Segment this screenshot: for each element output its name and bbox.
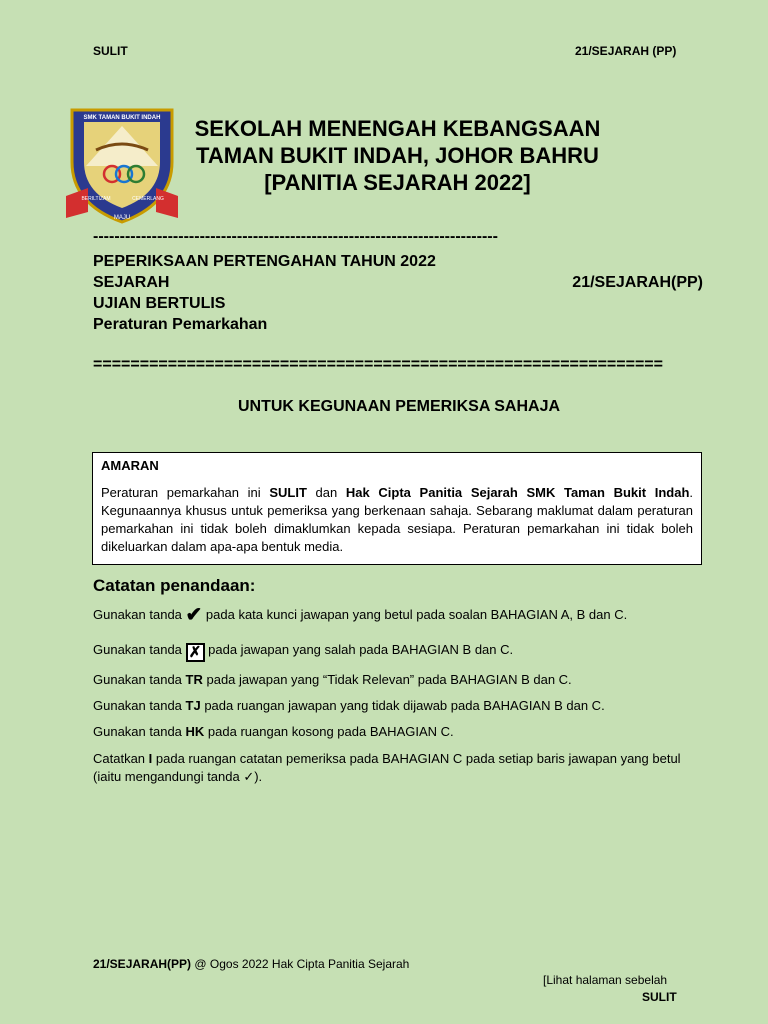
marking-text: pada ruangan catatan pemeriksa pada BAHAGIAN C pada setiap baris jawapan yang betul (iaitu mengandungi tanda ✓). [93, 751, 681, 784]
school-name-line1: SEKOLAH MENENGAH KEBANGSAAN [194, 116, 601, 141]
warning-sulit: SULIT [269, 485, 307, 500]
footer-sulit: SULIT [642, 990, 677, 1004]
marking-line-tick [93, 606, 705, 624]
marking-text: Gunakan tanda [93, 642, 186, 657]
crest-right-text: CEMERLANG [132, 196, 164, 202]
dashed-separator: ---------------------------------------------------------------------------- [93, 228, 498, 245]
exam-code: 21/SEJARAH(PP) [572, 274, 703, 291]
marking-code-hk: HK [185, 724, 205, 739]
footer-copyright-text: @ Ogos 2022 Hak Cipta Panitia Sejarah [191, 957, 410, 971]
marking-line-tj [93, 697, 705, 715]
marking-text: pada jawapan yang salah pada BAHAGIAN B dan C. [204, 642, 514, 657]
warning-box [92, 452, 702, 565]
warning-copyright: Hak Cipta Panitia Sejarah SMK Taman Bukit Indah [345, 485, 690, 500]
marking-text: pada ruangan jawapan yang tidak dijawab pada BAHAGIAN B dan C. [200, 698, 605, 713]
school-name-line2: TAMAN BUKIT INDAH, JOHOR BAHRU [196, 143, 599, 168]
tick-icon: ✔ [185, 604, 203, 626]
examiner-only-heading: UNTUK KEGUNAAN PEMERIKSA SAHAJA [237, 398, 561, 415]
header-code: 21/SEJARAH (PP) [575, 44, 677, 58]
crest-left-text: BERILTIZAM [81, 196, 111, 202]
marking-code-tr: TR [185, 672, 203, 687]
marking-line-tr [93, 671, 705, 689]
double-line-separator: ============================================================= [93, 356, 663, 373]
warning-text-part: dan [306, 485, 346, 500]
marking-text: Gunakan tanda [93, 607, 186, 622]
marking-text: Gunakan tanda [93, 724, 186, 739]
footer-copyright [93, 957, 409, 971]
footer-code: 21/SEJARAH(PP) [93, 957, 192, 971]
school-panel-line: [PANITIA SEJARAH 2022] [264, 170, 531, 195]
warning-text-part: . Kegunaannya khusus untuk pemeriksa yang berkenaan sahaja. Sebarang maklumat dalam peraturan pemarkahan ini tidak boleh dimaklumkan kepada sesiapa. Peraturan pemarkahan ini tidak boleh dikeluarkan dalam apa-apa bentuk media. [101, 485, 694, 554]
marking-code-tj: TJ [185, 698, 201, 713]
exam-subject: SEJARAH [93, 274, 170, 291]
marking-notes-title: Catatan penandaan: [93, 576, 256, 595]
marking-text: pada jawapan yang “Tidak Relevan” pada BAHAGIAN B dan C. [202, 672, 572, 687]
exam-paper: UJIAN BERTULIS [93, 295, 226, 312]
header-sulit: SULIT [93, 44, 128, 58]
exam-title: PEPERIKSAAN PERTENGAHAN TAHUN 2022 [93, 253, 436, 270]
school-name-block [170, 115, 625, 196]
warning-text [101, 484, 693, 556]
exam-info [93, 251, 705, 335]
marking-code-i: I [148, 751, 153, 766]
warning-text-part: Peraturan pemarkahan ini [101, 485, 270, 500]
marking-line-i [93, 750, 705, 786]
marking-text: Gunakan tanda [93, 672, 186, 687]
exam-doc-type: Peraturan Pemarkahan [93, 316, 268, 333]
marking-text: Catatkan [93, 751, 149, 766]
crest-top-text: SMK TAMAN BUKIT INDAH [83, 115, 161, 121]
crest-bottom-text: MAJU [113, 215, 131, 221]
footer-next-page: [Lihat halaman sebelah [543, 973, 668, 987]
cross-box-icon: ✗ [186, 643, 205, 662]
marking-line-cross [93, 641, 705, 662]
marking-line-hk [93, 723, 705, 741]
marking-text: pada kata kunci jawapan yang betul pada soalan BAHAGIAN A, B dan C. [202, 607, 628, 622]
marking-text: Gunakan tanda [93, 698, 186, 713]
marking-text: pada ruangan kosong pada BAHAGIAN C. [204, 724, 454, 739]
warning-heading: AMARAN [101, 458, 159, 473]
school-crest-logo [66, 100, 178, 226]
